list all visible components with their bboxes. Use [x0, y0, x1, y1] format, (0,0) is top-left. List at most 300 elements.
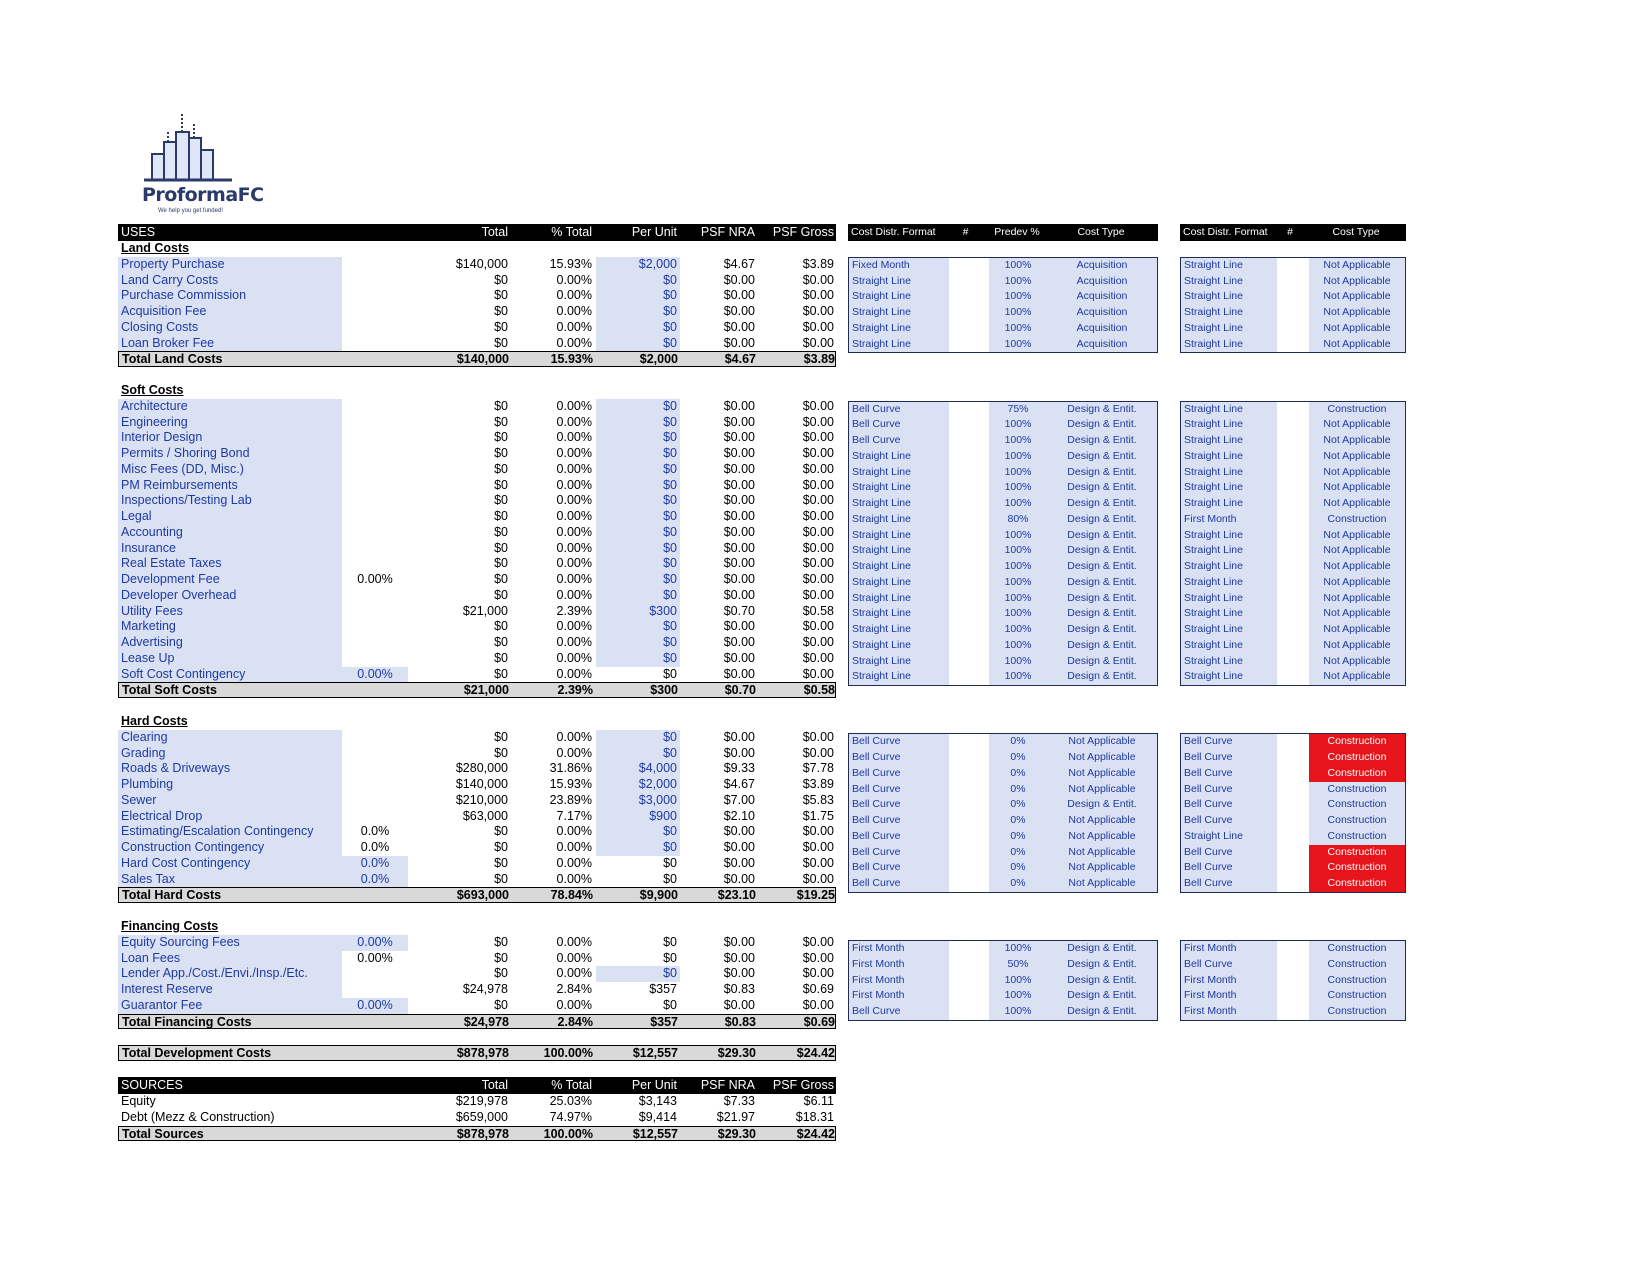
cell-label[interactable]: Electrical Drop [118, 809, 342, 825]
cost-type-select[interactable]: Not Applicable [1309, 575, 1405, 591]
predev-pct-input[interactable]: 100% [989, 1004, 1047, 1020]
cost-type-select[interactable]: Design & Entit. [1047, 512, 1157, 528]
dist-format-select[interactable]: Straight Line [849, 559, 949, 575]
cell-pu[interactable]: $0 [596, 399, 680, 415]
cell-nra: $0.00 [723, 572, 755, 586]
dist-format-select[interactable]: Straight Line [849, 528, 949, 544]
dist-format-select[interactable]: Straight Line [1181, 433, 1277, 449]
dist-format-select[interactable]: First Month [849, 973, 949, 989]
cell-label[interactable]: Lender App./Cost./Envi./Insp./Etc. [118, 966, 342, 982]
cell-label[interactable]: Lease Up [118, 651, 342, 667]
predev-pct-input[interactable]: 100% [989, 465, 1047, 481]
dist-format-select[interactable]: Straight Line [849, 449, 949, 465]
cost-type-select[interactable]: Construction [1309, 402, 1405, 418]
dist-format-select[interactable]: Bell Curve [1181, 782, 1277, 798]
predev-pct-input[interactable]: 100% [989, 321, 1047, 337]
cell-label[interactable]: Engineering [118, 415, 342, 431]
dist-a-block-land [848, 257, 1158, 354]
predev-pct-input[interactable]: 0% [989, 766, 1047, 782]
cost-type-select[interactable]: Not Applicable [1309, 528, 1405, 544]
cost-type-select[interactable]: Not Applicable [1047, 829, 1157, 845]
cost-type-select[interactable]: Not Applicable [1309, 654, 1405, 670]
dist-format-select[interactable]: Straight Line [1181, 305, 1277, 321]
dist-format-select[interactable]: Bell Curve [1181, 734, 1277, 750]
dist-format-select[interactable]: First Month [1181, 988, 1277, 1004]
cost-type-select[interactable]: Construction [1309, 1004, 1405, 1020]
soft-cost-row [118, 430, 836, 446]
dist-num-cell [949, 449, 984, 465]
cost-type-select[interactable]: Design & Entit. [1047, 591, 1157, 607]
cell-label[interactable]: Soft Cost Contingency [118, 667, 342, 683]
dist-format-select[interactable]: Bell Curve [1181, 750, 1277, 766]
predev-pct-input[interactable]: 100% [989, 417, 1047, 433]
cost-type-select[interactable]: Construction [1309, 973, 1405, 989]
uses-header-pct-total: % Total [551, 225, 592, 239]
cell-label[interactable]: Property Purchase [118, 257, 342, 273]
cost-type-select[interactable]: Not Applicable [1047, 845, 1157, 861]
cost-type-select[interactable]: Construction [1309, 876, 1405, 892]
dist-format-select[interactable]: Bell Curve [1181, 845, 1277, 861]
cell-ptot: 0.00% [556, 509, 592, 523]
cell-label[interactable]: Real Estate Taxes [118, 556, 342, 572]
cost-type-select[interactable]: Not Applicable [1309, 305, 1405, 321]
cost-type-select[interactable]: Design & Entit. [1047, 402, 1157, 418]
dist-format-select[interactable]: Bell Curve [849, 782, 949, 798]
dist-format-select[interactable]: Bell Curve [1181, 766, 1277, 782]
dist-format-select[interactable]: Straight Line [849, 622, 949, 638]
predev-pct-input[interactable]: 100% [989, 591, 1047, 607]
cell-pct[interactable]: 0.00% [342, 667, 408, 683]
cell-label[interactable]: Marketing [118, 619, 342, 635]
predev-pct-input[interactable]: 100% [989, 669, 1047, 685]
dist-format-select[interactable]: Straight Line [849, 543, 949, 559]
cell-pu[interactable]: $0 [596, 556, 680, 572]
cost-type-select[interactable]: Construction [1309, 813, 1405, 829]
cell-pu[interactable]: $0 [596, 824, 680, 840]
cell-label[interactable]: Sewer [118, 793, 342, 809]
dist-format-select[interactable]: Straight Line [1181, 274, 1277, 290]
cost-type-select[interactable]: Acquisition [1047, 289, 1157, 305]
dist-a-row [849, 321, 1157, 337]
total-total: $878,978 [456, 1126, 509, 1141]
cost-type-select[interactable]: Design & Entit. [1047, 654, 1157, 670]
cost-type-select[interactable]: Design & Entit. [1047, 1004, 1157, 1020]
cell-label[interactable]: Inspections/Testing Lab [118, 493, 342, 509]
sources-header-pct-total: % Total [551, 1078, 592, 1092]
cell-nra: $0.00 [723, 288, 755, 303]
dist-format-select[interactable]: Bell Curve [849, 734, 949, 750]
dist-format-select[interactable]: Straight Line [849, 669, 949, 685]
predev-pct-input[interactable]: 100% [989, 988, 1047, 1004]
cost-type-select[interactable]: Construction [1309, 750, 1405, 766]
dist-format-select[interactable]: Straight Line [849, 654, 949, 670]
cell-label[interactable]: Purchase Commission [118, 288, 342, 304]
cell-label[interactable]: Plumbing [118, 777, 342, 793]
cell-nra: $0.00 [723, 272, 755, 287]
dist-format-select[interactable]: Straight Line [1181, 543, 1277, 559]
dist-format-select[interactable]: Straight Line [1181, 638, 1277, 654]
dist-format-select[interactable]: First Month [849, 941, 949, 957]
dist-format-select[interactable]: Straight Line [1181, 575, 1277, 591]
cell-label[interactable]: Advertising [118, 635, 342, 651]
predev-pct-input[interactable]: 100% [989, 274, 1047, 290]
cell-label[interactable]: Misc Fees (DD, Misc.) [118, 462, 342, 478]
cost-type-select[interactable]: Not Applicable [1309, 321, 1405, 337]
dist-format-select[interactable]: Straight Line [1181, 829, 1277, 845]
cell-label[interactable]: Legal [118, 509, 342, 525]
cost-type-select[interactable]: Not Applicable [1309, 433, 1405, 449]
dist-format-select[interactable]: Straight Line [1181, 449, 1277, 465]
cost-type-select[interactable]: Not Applicable [1309, 465, 1405, 481]
dist-format-select[interactable]: Straight Line [1181, 402, 1277, 418]
cost-type-select[interactable]: Design & Entit. [1047, 973, 1157, 989]
cell-pct [342, 604, 408, 620]
cell-pu[interactable]: $0 [596, 572, 680, 588]
cell-pu[interactable]: $0 [596, 651, 680, 667]
sources-header-label: SOURCES [121, 1078, 183, 1092]
dist-format-select[interactable]: First Month [849, 988, 949, 1004]
cell-label[interactable]: Architecture [118, 399, 342, 415]
cost-type-select[interactable]: Not Applicable [1047, 766, 1157, 782]
cell-label[interactable]: Loan Fees [118, 951, 342, 967]
soft-cost-row [118, 604, 836, 620]
cell-label[interactable]: Roads & Driveways [118, 761, 342, 777]
cost-type-select[interactable]: Not Applicable [1047, 750, 1157, 766]
cell-pct[interactable]: 0.0% [342, 856, 408, 872]
cell-pu[interactable]: $0 [596, 966, 680, 982]
cell-pu[interactable]: $3,000 [596, 793, 680, 809]
cost-type-select[interactable]: Construction [1309, 766, 1405, 782]
dist-format-select[interactable]: Straight Line [849, 337, 949, 353]
cost-type-select[interactable]: Acquisition [1047, 337, 1157, 353]
cell-label[interactable]: Accounting [118, 525, 342, 541]
cell-label[interactable]: Grading [118, 746, 342, 762]
cost-type-select[interactable]: Construction [1309, 734, 1405, 750]
cost-type-select[interactable]: Construction [1309, 860, 1405, 876]
cell-label[interactable]: Permits / Shoring Bond [118, 446, 342, 462]
predev-pct-input[interactable]: 100% [989, 941, 1047, 957]
cell-pu[interactable]: $4,000 [596, 761, 680, 777]
cell-label[interactable]: Equity Sourcing Fees [118, 935, 342, 951]
cost-type-select[interactable]: Design & Entit. [1047, 669, 1157, 685]
row-spacer [848, 686, 1158, 733]
cost-type-select[interactable]: Not Applicable [1047, 782, 1157, 798]
predev-pct-input[interactable]: 100% [989, 575, 1047, 591]
predev-pct-input[interactable]: 100% [989, 543, 1047, 559]
cell-pu[interactable]: $0 [596, 304, 680, 320]
cost-type-select[interactable]: Not Applicable [1309, 543, 1405, 559]
cost-type-select[interactable]: Construction [1309, 782, 1405, 798]
cell-pu[interactable]: $0 [596, 430, 680, 446]
dist-format-select[interactable]: Bell Curve [849, 876, 949, 892]
dist-format-select[interactable]: Bell Curve [849, 845, 949, 861]
cell-pu[interactable]: $2,000 [596, 777, 680, 793]
cell-pu[interactable]: $2,000 [596, 257, 680, 273]
dist-format-select[interactable]: Bell Curve [849, 797, 949, 813]
dist-format-select[interactable]: Straight Line [1181, 465, 1277, 481]
dist-format-select[interactable]: Straight Line [1181, 654, 1277, 670]
dist-format-select[interactable]: Straight Line [849, 591, 949, 607]
dist-format-select[interactable]: Bell Curve [849, 433, 949, 449]
cost-type-select[interactable]: Not Applicable [1309, 289, 1405, 305]
cost-type-select[interactable]: Design & Entit. [1047, 465, 1157, 481]
soft-cost-row [118, 446, 836, 462]
dist-format-select[interactable]: Straight Line [1181, 622, 1277, 638]
cost-type-select[interactable]: Design & Entit. [1047, 480, 1157, 496]
dist-format-select[interactable]: Fixed Month [849, 258, 949, 274]
predev-pct-input[interactable]: 80% [989, 512, 1047, 528]
cost-type-select[interactable]: Design & Entit. [1047, 606, 1157, 622]
predev-pct-input[interactable]: 50% [989, 957, 1047, 973]
dist-format-select[interactable]: Bell Curve [1181, 813, 1277, 829]
row-spacer [118, 903, 836, 919]
cell-label[interactable]: Sales Tax [118, 872, 342, 888]
cost-type-select[interactable]: Not Applicable [1309, 559, 1405, 575]
dist-format-select[interactable]: Bell Curve [1181, 876, 1277, 892]
dist-format-select[interactable]: Straight Line [849, 321, 949, 337]
cost-type-select[interactable]: Design & Entit. [1047, 496, 1157, 512]
dist-format-select[interactable]: Bell Curve [1181, 860, 1277, 876]
cost-type-select[interactable]: Construction [1309, 845, 1405, 861]
cell-ptot: 0.00% [556, 272, 592, 287]
cost-type-select[interactable]: Not Applicable [1309, 258, 1405, 274]
predev-pct-input[interactable]: 100% [989, 528, 1047, 544]
dist-format-select[interactable]: Straight Line [849, 638, 949, 654]
cost-type-select[interactable]: Design & Entit. [1047, 941, 1157, 957]
dist-format-select[interactable]: Straight Line [1181, 591, 1277, 607]
cost-type-select[interactable]: Acquisition [1047, 321, 1157, 337]
cost-type-select[interactable]: Construction [1309, 988, 1405, 1004]
predev-pct-input[interactable]: 75% [989, 402, 1047, 418]
cell-pu[interactable]: $300 [596, 604, 680, 620]
dist-format-select[interactable]: First Month [1181, 941, 1277, 957]
dist-b-row [1181, 845, 1405, 861]
cost-type-select[interactable]: Design & Entit. [1047, 543, 1157, 559]
cost-type-select[interactable]: Acquisition [1047, 258, 1157, 274]
predev-pct-input[interactable]: 100% [989, 337, 1047, 353]
cost-type-select[interactable]: Construction [1309, 957, 1405, 973]
dist-format-select[interactable]: Bell Curve [849, 860, 949, 876]
dist-format-select[interactable]: First Month [849, 957, 949, 973]
dist-format-select[interactable]: Straight Line [849, 289, 949, 305]
cell-pu[interactable]: $0 [596, 840, 680, 856]
dist-format-select[interactable]: Straight Line [1181, 496, 1277, 512]
cost-type-select[interactable]: Construction [1309, 797, 1405, 813]
dist-format-select[interactable]: Straight Line [849, 575, 949, 591]
dist-format-select[interactable]: Straight Line [1181, 321, 1277, 337]
cell-label[interactable]: Interior Design [118, 430, 342, 446]
cell-pu[interactable]: $0 [596, 273, 680, 289]
predev-pct-input[interactable]: 100% [989, 496, 1047, 512]
cell-label[interactable]: Land Carry Costs [118, 273, 342, 289]
cost-type-select[interactable]: Not Applicable [1309, 606, 1405, 622]
cost-type-select[interactable]: Not Applicable [1309, 417, 1405, 433]
cost-type-select[interactable]: Not Applicable [1309, 449, 1405, 465]
dist-format-select[interactable]: Bell Curve [849, 417, 949, 433]
dist-format-select[interactable]: Straight Line [1181, 669, 1277, 685]
cell-pu[interactable]: $900 [596, 809, 680, 825]
predev-pct-input[interactable]: 0% [989, 813, 1047, 829]
predev-pct-input[interactable]: 100% [989, 638, 1047, 654]
dist-num-cell [949, 305, 984, 321]
cell-nra: $0.00 [723, 335, 755, 350]
cell-label[interactable]: Development Fee [118, 572, 342, 588]
cost-type-select[interactable]: Construction [1309, 829, 1405, 845]
dist-format-select[interactable]: First Month [1181, 512, 1277, 528]
cell-label[interactable]: Interest Reserve [118, 982, 342, 998]
cell-pu[interactable]: $0 [596, 462, 680, 478]
cost-type-select[interactable]: Not Applicable [1309, 669, 1405, 685]
dist-format-select[interactable]: Straight Line [849, 606, 949, 622]
dist-format-select[interactable]: Bell Curve [849, 829, 949, 845]
dist-format-select[interactable]: Straight Line [1181, 480, 1277, 496]
total-nra: $0.70 [724, 683, 756, 698]
dist-format-select[interactable]: Bell Curve [1181, 797, 1277, 813]
cost-type-select[interactable]: Not Applicable [1309, 480, 1405, 496]
cell-pct[interactable]: 0.00% [342, 935, 408, 951]
cell-pu[interactable]: $0 [596, 415, 680, 431]
soft-cost-row [118, 619, 836, 635]
cost-type-select[interactable]: Acquisition [1047, 305, 1157, 321]
cell-label[interactable]: Construction Contingency [118, 840, 342, 856]
dist-format-select[interactable]: Straight Line [849, 496, 949, 512]
dist-format-select[interactable]: Bell Curve [849, 402, 949, 418]
cell-pu[interactable]: $0 [596, 478, 680, 494]
predev-pct-input[interactable]: 0% [989, 845, 1047, 861]
cost-type-select[interactable]: Construction [1309, 941, 1405, 957]
cell-total: $0 [494, 335, 508, 350]
cell-label[interactable]: Loan Broker Fee [118, 336, 342, 352]
predev-pct-input[interactable]: 100% [989, 973, 1047, 989]
cell-label[interactable]: Clearing [118, 730, 342, 746]
company-logo [140, 112, 264, 220]
cell-pu[interactable]: $0 [596, 509, 680, 525]
cost-type-select[interactable]: Design & Entit. [1047, 449, 1157, 465]
dist-format-select[interactable]: Straight Line [1181, 559, 1277, 575]
cell-pu[interactable]: $0 [596, 541, 680, 557]
cost-type-select[interactable]: Design & Entit. [1047, 528, 1157, 544]
dist-format-select[interactable]: Straight Line [1181, 337, 1277, 353]
cell-pu[interactable]: $0 [596, 635, 680, 651]
dist-format-select[interactable]: Straight Line [849, 480, 949, 496]
cost-type-select[interactable]: Not Applicable [1047, 860, 1157, 876]
predev-pct-input[interactable]: 0% [989, 829, 1047, 845]
cost-type-select[interactable]: Not Applicable [1309, 496, 1405, 512]
cost-type-select[interactable]: Not Applicable [1309, 622, 1405, 638]
predev-pct-input[interactable]: 100% [989, 606, 1047, 622]
cost-type-select[interactable]: Design & Entit. [1047, 988, 1157, 1004]
dist-format-select[interactable]: Straight Line [1181, 417, 1277, 433]
cost-type-select[interactable]: Construction [1309, 512, 1405, 528]
cell-pu[interactable]: $0 [596, 320, 680, 336]
cell-pu[interactable]: $0 [596, 619, 680, 635]
cost-type-select[interactable]: Design & Entit. [1047, 957, 1157, 973]
cost-type-select[interactable]: Not Applicable [1047, 813, 1157, 829]
dist-format-select[interactable]: Bell Curve [849, 766, 949, 782]
cost-type-select[interactable]: Design & Entit. [1047, 433, 1157, 449]
cost-type-select[interactable]: Design & Entit. [1047, 622, 1157, 638]
cell-label[interactable]: Closing Costs [118, 320, 342, 336]
dist-format-select[interactable]: Straight Line [849, 512, 949, 528]
cell-pct[interactable]: 0.00% [342, 998, 408, 1014]
predev-pct-input[interactable]: 100% [989, 559, 1047, 575]
cost-type-select[interactable]: Not Applicable [1309, 274, 1405, 290]
dist-format-select[interactable]: Straight Line [849, 465, 949, 481]
predev-pct-input[interactable]: 100% [989, 433, 1047, 449]
predev-pct-input[interactable]: 100% [989, 305, 1047, 321]
cost-type-select[interactable]: Design & Entit. [1047, 575, 1157, 591]
cell-pct[interactable]: 0.0% [342, 872, 408, 888]
dist-format-select[interactable]: Bell Curve [849, 1004, 949, 1020]
cell-label[interactable]: PM Reimbursements [118, 478, 342, 494]
predev-pct-input[interactable]: 0% [989, 797, 1047, 813]
total-label: Total Sources [122, 1126, 204, 1141]
predev-pct-input[interactable]: 100% [989, 449, 1047, 465]
predev-pct-input[interactable]: 100% [989, 258, 1047, 274]
cell-pu[interactable]: $0 [596, 288, 680, 304]
cost-type-select[interactable]: Acquisition [1047, 274, 1157, 290]
dist-format-select[interactable]: Straight Line [1181, 606, 1277, 622]
cell-label[interactable]: Guarantor Fee [118, 998, 342, 1014]
cell-label[interactable]: Acquisition Fee [118, 304, 342, 320]
cell-label[interactable]: Developer Overhead [118, 588, 342, 604]
cost-type-select[interactable]: Design & Entit. [1047, 417, 1157, 433]
predev-pct-input[interactable]: 0% [989, 876, 1047, 892]
cell-pu[interactable]: $0 [596, 746, 680, 762]
cost-type-select[interactable]: Design & Entit. [1047, 638, 1157, 654]
cell-label[interactable]: Hard Cost Contingency [118, 856, 342, 872]
cell-pu[interactable]: $0 [596, 730, 680, 746]
cost-type-select[interactable]: Not Applicable [1309, 638, 1405, 654]
predev-pct-input[interactable]: 100% [989, 480, 1047, 496]
dist-format-select[interactable]: Straight Line [1181, 258, 1277, 274]
predev-pct-input[interactable]: 100% [989, 654, 1047, 670]
dist-format-select[interactable]: First Month [1181, 973, 1277, 989]
dist-format-select[interactable]: Straight Line [1181, 289, 1277, 305]
dist-format-select[interactable]: Straight Line [1181, 528, 1277, 544]
cost-type-select[interactable]: Not Applicable [1047, 876, 1157, 892]
predev-pct-input[interactable]: 100% [989, 622, 1047, 638]
dist-format-select[interactable]: First Month [1181, 1004, 1277, 1020]
dist-a-row [849, 638, 1157, 654]
dist-format-select[interactable]: Bell Curve [849, 750, 949, 766]
cost-type-select[interactable]: Not Applicable [1047, 734, 1157, 750]
predev-pct-input[interactable]: 100% [989, 289, 1047, 305]
cell-pu[interactable]: $0 [596, 336, 680, 352]
cost-type-select[interactable]: Design & Entit. [1047, 797, 1157, 813]
cell-pu[interactable]: $0 [596, 588, 680, 604]
cost-type-select[interactable]: Not Applicable [1309, 337, 1405, 353]
cell-label[interactable]: Insurance [118, 541, 342, 557]
cell-label[interactable]: Utility Fees [118, 604, 342, 620]
dist-format-select[interactable]: Bell Curve [849, 813, 949, 829]
cell-nra: $0.00 [723, 745, 755, 760]
dist-format-select[interactable]: Bell Curve [1181, 957, 1277, 973]
dist-num-cell [1277, 813, 1305, 829]
predev-pct-input[interactable]: 0% [989, 750, 1047, 766]
cost-type-select[interactable]: Not Applicable [1309, 591, 1405, 607]
cell-label[interactable]: Estimating/Escalation Contingency [118, 824, 342, 840]
dist-format-select[interactable]: Straight Line [849, 305, 949, 321]
predev-pct-input[interactable]: 0% [989, 860, 1047, 876]
predev-pct-input[interactable]: 0% [989, 734, 1047, 750]
dist-format-select[interactable]: Straight Line [849, 274, 949, 290]
cost-type-select[interactable]: Design & Entit. [1047, 559, 1157, 575]
predev-pct-input[interactable]: 0% [989, 782, 1047, 798]
cell-pu[interactable]: $0 [596, 525, 680, 541]
cell-pu[interactable]: $0 [596, 493, 680, 509]
cell-pu[interactable]: $0 [596, 446, 680, 462]
